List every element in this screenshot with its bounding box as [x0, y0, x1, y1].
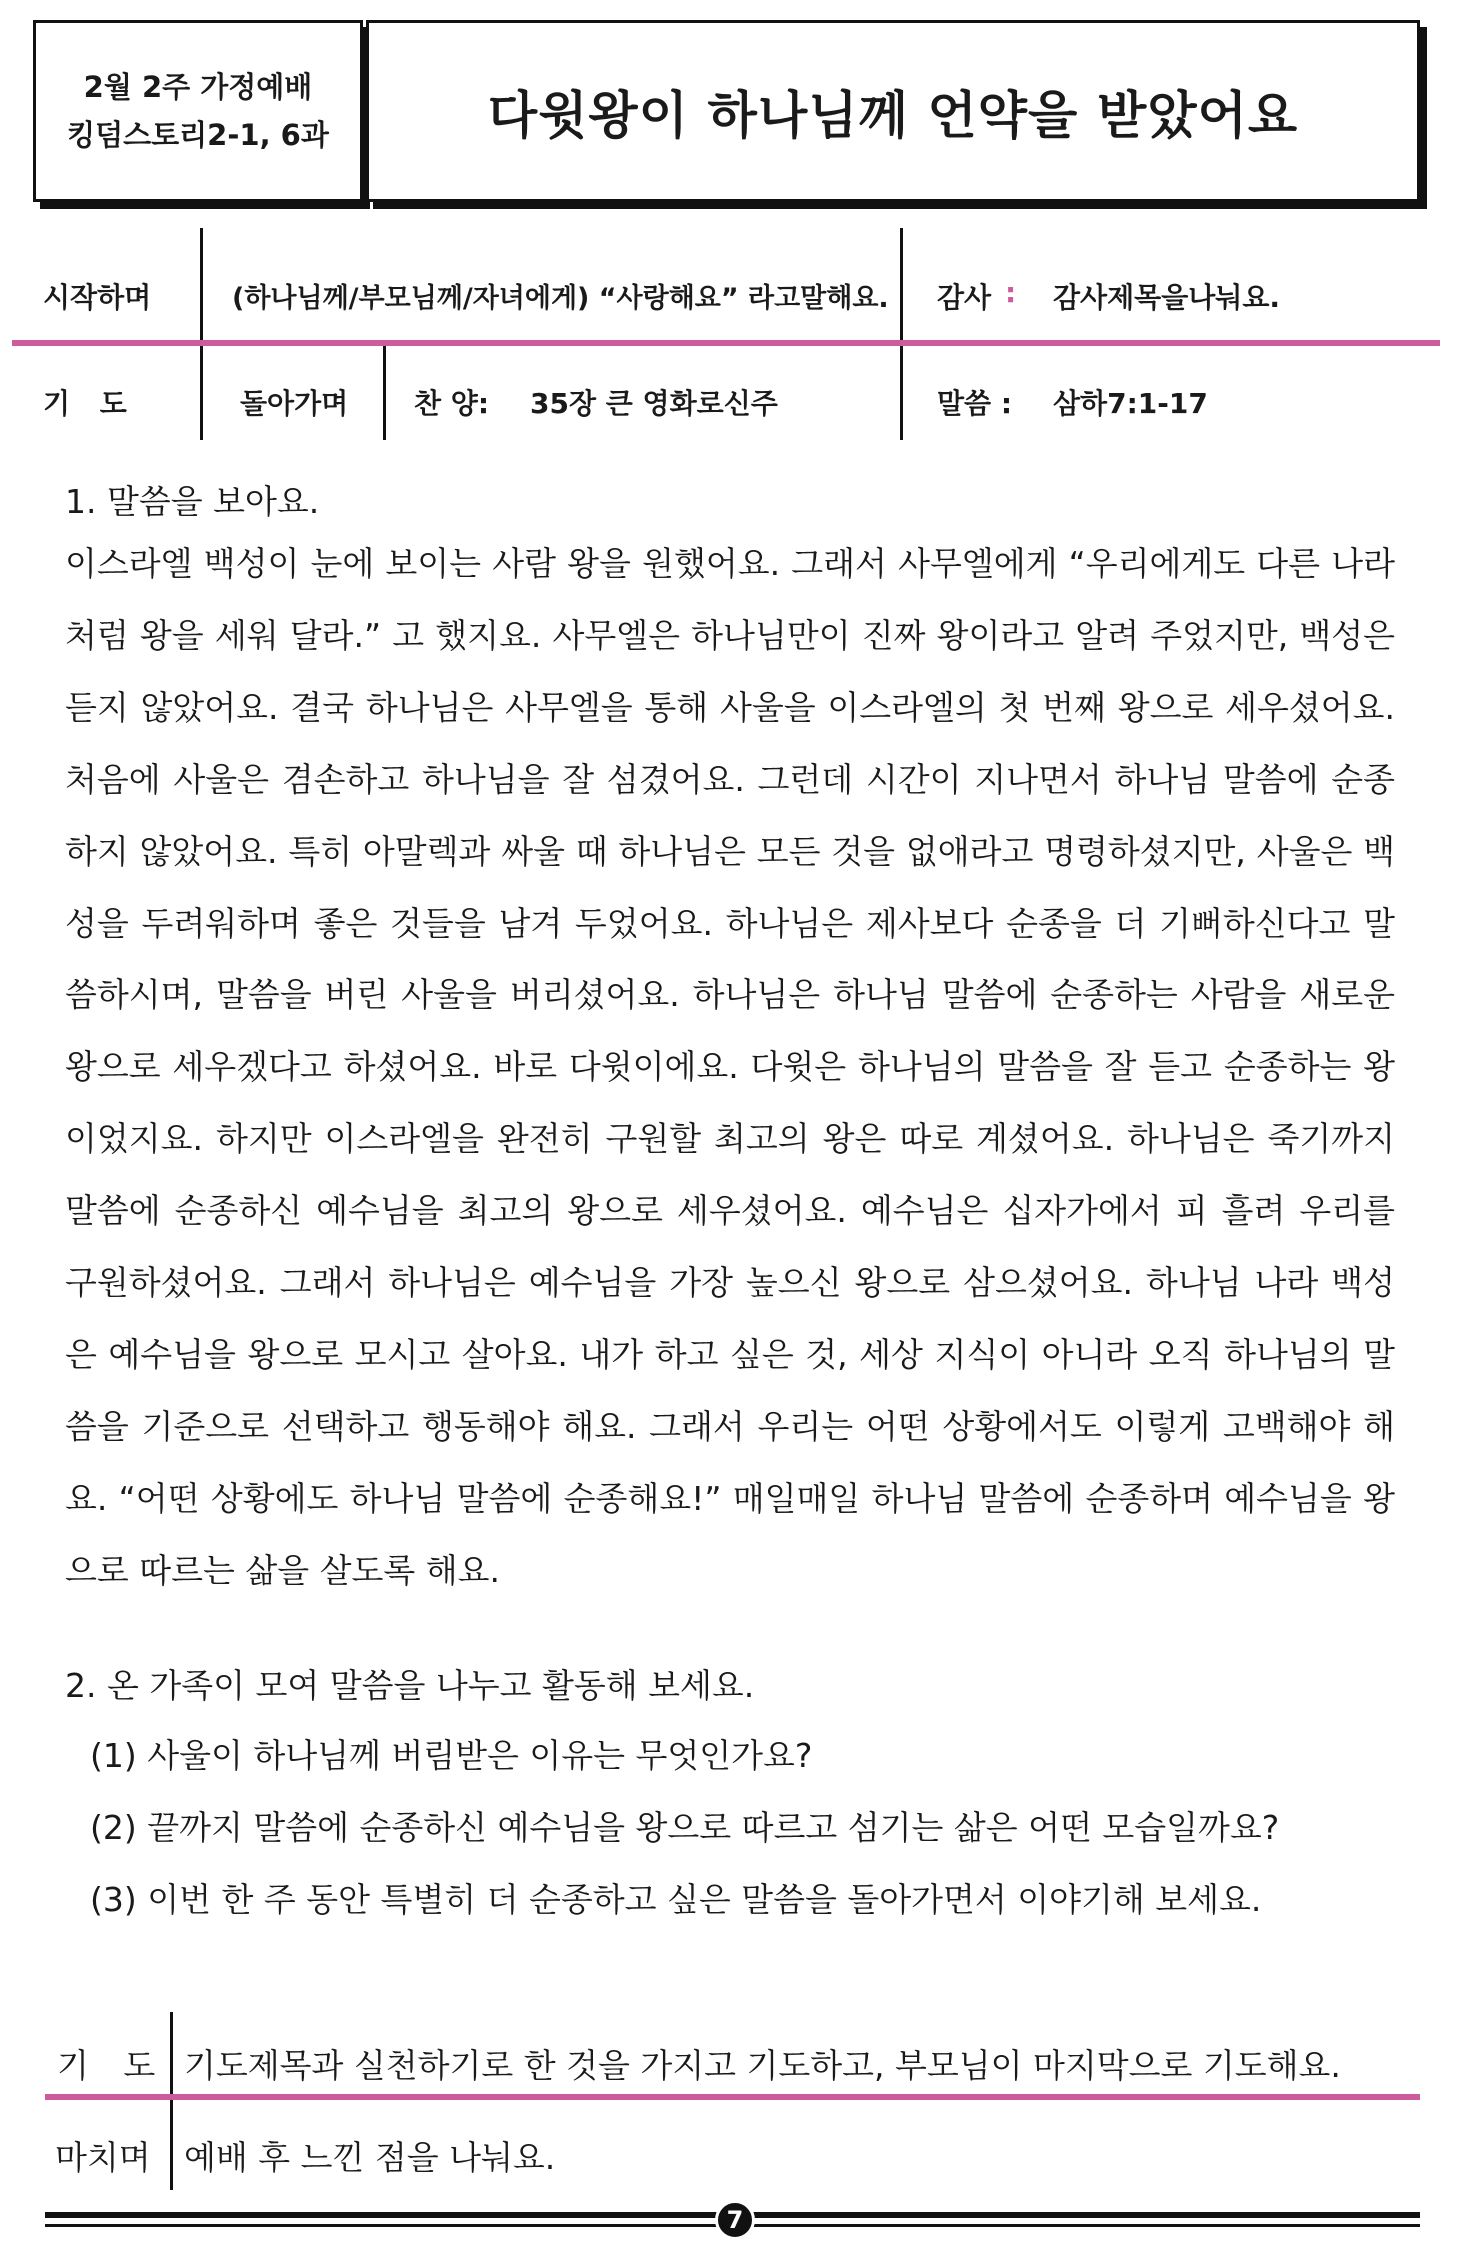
scripture-reference: 삼하7:1-17: [1053, 387, 1208, 420]
hymn-title: 35장 큰 영화로신주: [530, 387, 778, 420]
question-item: (3) 이번 한 주 동안 특별히 더 순종하고 싶은 말씀을 돌아가면서 이야기해 보세요.: [90, 1880, 1262, 1919]
thanks-colon: :: [1005, 276, 1017, 309]
divider: [200, 228, 203, 440]
lesson-label: 킹덤스토리2-1, 6과: [67, 118, 329, 152]
divider: [900, 228, 903, 440]
question-item: (2) 끝까지 말씀에 순종하신 예수님을 왕으로 따르고 섬기는 삶은 어떤 모습일까요?: [90, 1808, 1280, 1847]
start-label: 시작하며: [43, 281, 152, 314]
thanks-label: 감사: [937, 281, 992, 314]
lesson-title: 다윗왕이 하나님께 언약을 받았어요: [487, 87, 1299, 146]
section-1-title: 1. 말씀을 보아요.: [65, 482, 320, 521]
lesson-title-box: [366, 20, 1420, 202]
closing-prayer-text: 기도제목과 실천하기로 한 것을 가지고 기도하고, 부모님이 마지막으로 기도해요.: [184, 2046, 1341, 2085]
divider: [170, 2012, 173, 2190]
thanks-instruction: 감사제목을나눠요.: [1053, 281, 1281, 314]
closing-prayer-label: 기 도: [57, 2046, 168, 2085]
start-instruction: (하나님께/부모님께/자녀에게) “사랑해요” 라고말해요.: [232, 283, 889, 314]
ending-label: 마치며: [55, 2138, 151, 2177]
scripture-label: 말씀 :: [937, 387, 1013, 420]
week-label: 2월 2주 가정예배: [83, 70, 313, 104]
prayer-instruction: 돌아가며: [240, 387, 349, 420]
prayer-label: 기 도: [43, 387, 137, 420]
pink-rule: [45, 2094, 1420, 2100]
pink-rule: [12, 340, 1440, 346]
story-body-text: 이스라엘 백성이 눈에 보이는 사람 왕을 원했어요. 그래서 사무엘에게 “우리에게도 다른 나라처럼 왕을 세워 달라.” 고 했지요. 사무엘은 하나님만이 진짜 왕이라고 알려 주었지만, 백성은 듣지 않았어요. 결국 하나님은 사무엘을 통해 사울을 이스라엘의 첫 번째 왕으로 세우셨어요. 처음에 사울은 겸손하고 하나님을 잘 섬겼어요. 그런데 시간이 지나면서 하나님 말씀에 순종하지 않았어요. 특히 아말렉과 싸울 때 하나님은 모든 것을 없애라고 명령하셨지만, 사울은 백성을 두려워하며 좋은 것들을 남겨 두었어요. 하나님은 제사보다 순종을 더 기뻐하신다고 말씀하시며, 말씀을 버린 사울을 버리셨어요. 하나님은 하나님 말씀에 순종하는 사람을 새로운 왕으로 세우겠다고 하셨어요. 바로 다윗이에요. 다윗은 하나님의 말씀을 잘 듣고 순종하는 왕이었지요. 하지만 이스라엘을 완전히 구원할 최고의 왕은 따로 계셨어요. 하나님은 죽기까지 말씀에 순종하신 예수님을 최고의 왕으로 세우셨어요. 예수님은 십자가에서 피 흘려 우리를 구원하셨어요. 그래서 하나님은 예수님을 가장 높으신 왕으로 삼으셨어요. 하나님 나라 백성은 예수님을 왕으로 모시고 살아요. 내가 하고 싶은 것, 세상 지식이 아니라 오직 하나님의 말씀을 기준으로 선택하고 행동해야 해요. 그래서 우리는 어떤 상황에서도 이렇게 고백해야 해요. “어떤 상황에도 하나님 말씀에 순종해요!” 매일매일 하나님 말씀에 순종하며 예수님을 왕으로 따르는 삶을 살도록 해요.: [65, 544, 1395, 1590]
section-2-title: 2. 온 가족이 모여 말씀을 나누고 활동해 보세요.: [65, 1666, 755, 1705]
hymn-label: 찬 양:: [414, 387, 490, 420]
divider: [383, 342, 386, 440]
page-number: 7: [715, 2200, 755, 2240]
ending-text: 예배 후 느낀 점을 나눠요.: [184, 2138, 556, 2177]
week-info-box: [33, 20, 363, 202]
question-item: (1) 사울이 하나님께 버림받은 이유는 무엇인가요?: [90, 1736, 813, 1775]
